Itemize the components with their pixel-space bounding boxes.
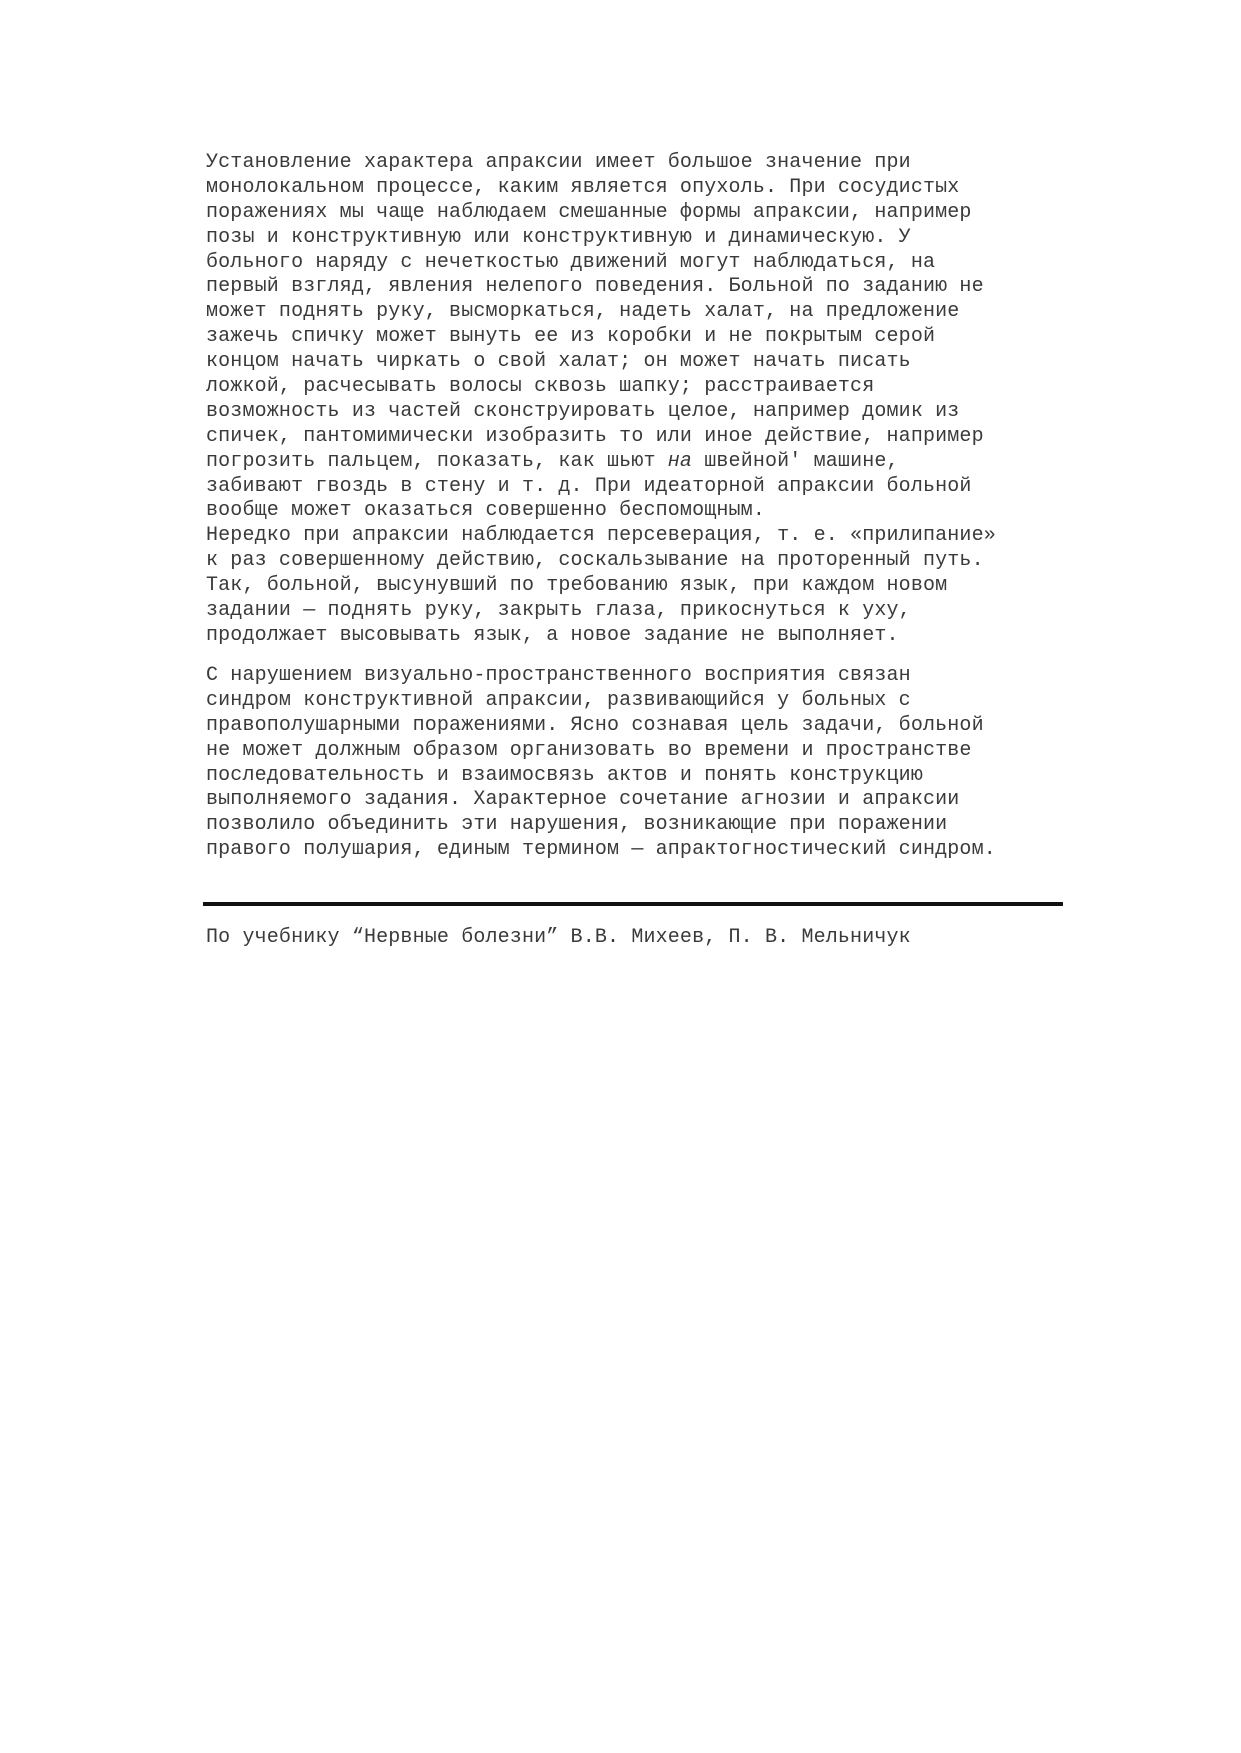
text-line: правого полушария, единым термином — апрактогностический синдром.	[206, 838, 996, 862]
text-line: Нередко при апраксии наблюдается персеверация, т. е. «прилипание»	[206, 524, 996, 548]
text-line: концом начать чиркать о свой халат; он может начать писать	[206, 350, 911, 374]
text-line: монолокальном процессе, каким является опухоль. При сосудистых	[206, 175, 960, 199]
text-line: вообще может оказаться совершенно беспомощным.	[206, 499, 765, 523]
text-line: может поднять руку, высморкаться, надеть халат, на предложение	[206, 300, 960, 324]
paragraph-constructive-apraxia	[206, 664, 1086, 863]
text-line: позволило объединить эти нарушения, возникающие при поражении	[206, 813, 948, 837]
text-line	[206, 450, 1086, 475]
text-line: выполняемого задания. Характерное сочетание агнозии и апраксии	[206, 788, 960, 812]
text-line: продолжает высовывать язык, а новое задание не выполняет.	[206, 623, 899, 647]
text-line: задании — поднять руку, закрыть глаза, прикоснуться к уху,	[206, 599, 911, 623]
text-line: возможность из частей сконструировать целое, например домик из	[206, 399, 960, 423]
text-line: ложкой, расчесывать волосы сквозь шапку; расстраивается	[206, 375, 875, 399]
text-line: забивают гвоздь в стену и т. д. При идеаторной апраксии больной	[206, 474, 972, 498]
text-line: зажечь спичку может вынуть ее из коробки и не покрытым серой	[206, 325, 936, 349]
text-line: первый взгляд, явления нелепого поведения. Больной по заданию не	[206, 275, 984, 299]
text-line: к раз совершенному действию, соскальзывание на проторенный путь.	[206, 549, 984, 573]
text-fragment: швейной' машине,	[692, 449, 899, 473]
text-line: последовательность и взаимосвязь актов и понять конструкцию	[206, 763, 923, 787]
italic-fragment: на	[667, 449, 693, 473]
source-citation: По учебнику “Нервные болезни” В.В. Михеев, П. В. Мельничук	[206, 926, 911, 949]
text-line: С нарушением визуально-пространственного восприятия связан	[206, 664, 911, 687]
text-line: Установление характера апраксии имеет большое значение при	[206, 151, 911, 174]
text-line: больного наряду с нечеткостью движений могут наблюдаться, на	[206, 250, 936, 274]
text-line: поражениях мы чаще наблюдаем смешанные формы апраксии, например	[206, 200, 972, 224]
text-line: спичек, пантомимически изобразить то или иное действие, например	[206, 424, 984, 448]
text-line: Так, больной, высунувший по требованию язык, при каждом новом	[206, 574, 948, 598]
paragraph-apraxia-types	[206, 151, 1086, 649]
text-line: позы и конструктивную или конструктивную и динамическую. У	[206, 225, 911, 249]
text-line: правополушарными поражениями. Ясно сознавая цель задачи, больной	[206, 713, 984, 737]
text-fragment: погрозить пальцем, показать, как шьют	[206, 449, 668, 473]
text-line: не может должным образом организовать во времени и пространстве	[206, 738, 972, 762]
text-line: синдром конструктивной апраксии, развивающийся у больных с	[206, 688, 911, 712]
horizontal-divider	[203, 902, 1063, 906]
